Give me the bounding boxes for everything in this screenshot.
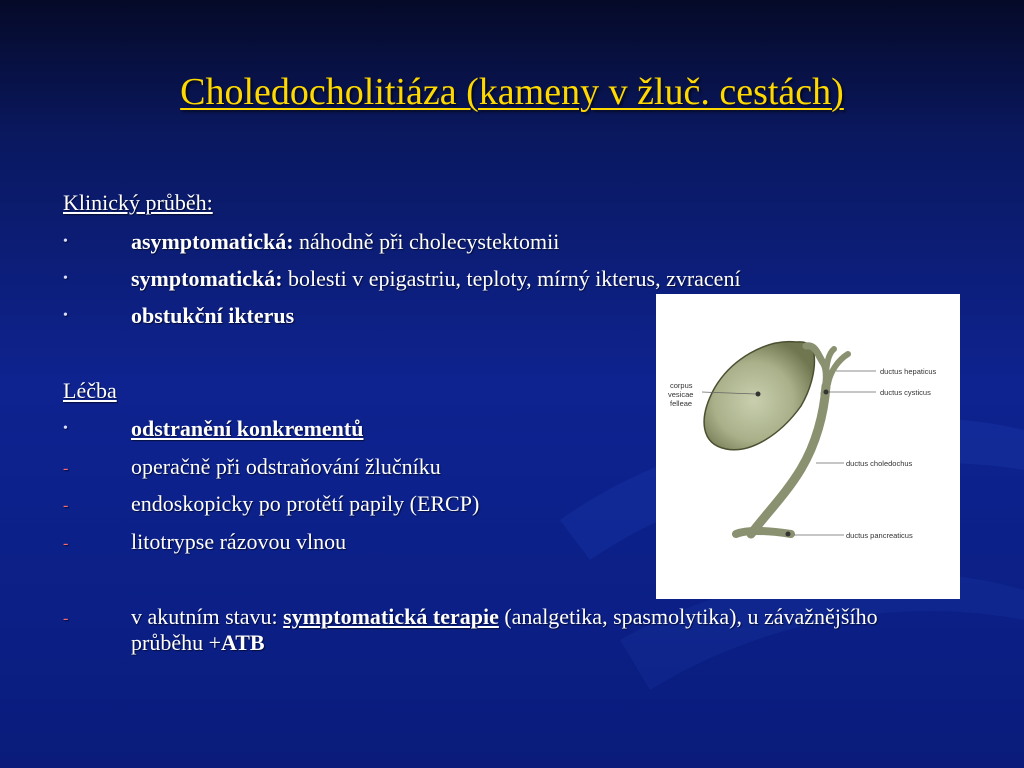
- label-ductus-hepaticus: ductus hepaticus: [880, 367, 937, 376]
- bullet-marker: •: [63, 234, 68, 249]
- dash-marker: -: [63, 610, 69, 627]
- clinical-item-label: symptomatická:: [131, 266, 283, 291]
- bullet-marker: •: [63, 271, 68, 286]
- dash-marker: -: [63, 535, 69, 552]
- slide-title: Choledocholitiáza (kameny v žluč. cestách): [180, 71, 844, 113]
- clinical-course-heading: Klinický průběh:: [63, 190, 213, 215]
- biliary-anatomy-figure: [656, 294, 960, 599]
- bullet-marker: •: [63, 421, 68, 436]
- label-corpus-3: felleae: [670, 399, 693, 408]
- clinical-item-label: obstukční ikterus: [131, 303, 295, 328]
- stone-marker: [756, 392, 761, 397]
- treatment-heading: Léčba: [63, 378, 117, 403]
- biliary-anatomy-diagram: [656, 294, 960, 599]
- acute-atb: ATB: [221, 630, 265, 655]
- stone-marker: [786, 532, 791, 537]
- acute-emphasis: symptomatická terapie: [283, 604, 499, 629]
- clinical-item-asymptomatic: [63, 229, 933, 255]
- clinical-item-symptomatic: [63, 266, 933, 292]
- label-corpus-1: corpus: [670, 381, 693, 390]
- clinical-item-label: asymptomatická:: [131, 229, 294, 254]
- treatment-acute-item: [63, 604, 933, 656]
- label-ductus-cysticus: ductus cysticus: [880, 388, 931, 397]
- label-ductus-pancreaticus: ductus pancreaticus: [846, 531, 913, 540]
- clinical-item-text: bolesti v epigastriu, teploty, mírný ikterus, zvracení: [282, 266, 741, 291]
- clinical-item-text: náhodně při cholecystektomii: [293, 229, 560, 254]
- treatment-sub-text: litotrypse rázovou vlnou: [131, 529, 347, 554]
- pancreatic-duct-shape: [736, 531, 791, 534]
- dash-marker: -: [63, 497, 69, 514]
- acute-middle: (analgetika, spasmolytika), u závažnějšího průběhu +: [131, 604, 878, 655]
- treatment-sub-text: operačně při odstraňování žlučníku: [131, 454, 441, 479]
- bullet-marker: •: [63, 308, 68, 323]
- stone-marker: [824, 390, 829, 395]
- dash-marker: -: [63, 460, 69, 477]
- treatment-sub-text: endoskopicky po protětí papily (ERCP): [131, 491, 480, 516]
- label-ductus-choledochus: ductus choledochus: [846, 459, 913, 468]
- treatment-main-label: odstranění konkrementů: [131, 416, 364, 441]
- label-corpus-2: vesicae: [668, 390, 694, 399]
- acute-prefix: v akutním stavu:: [131, 604, 284, 629]
- hepatic-duct-shape: [826, 349, 848, 384]
